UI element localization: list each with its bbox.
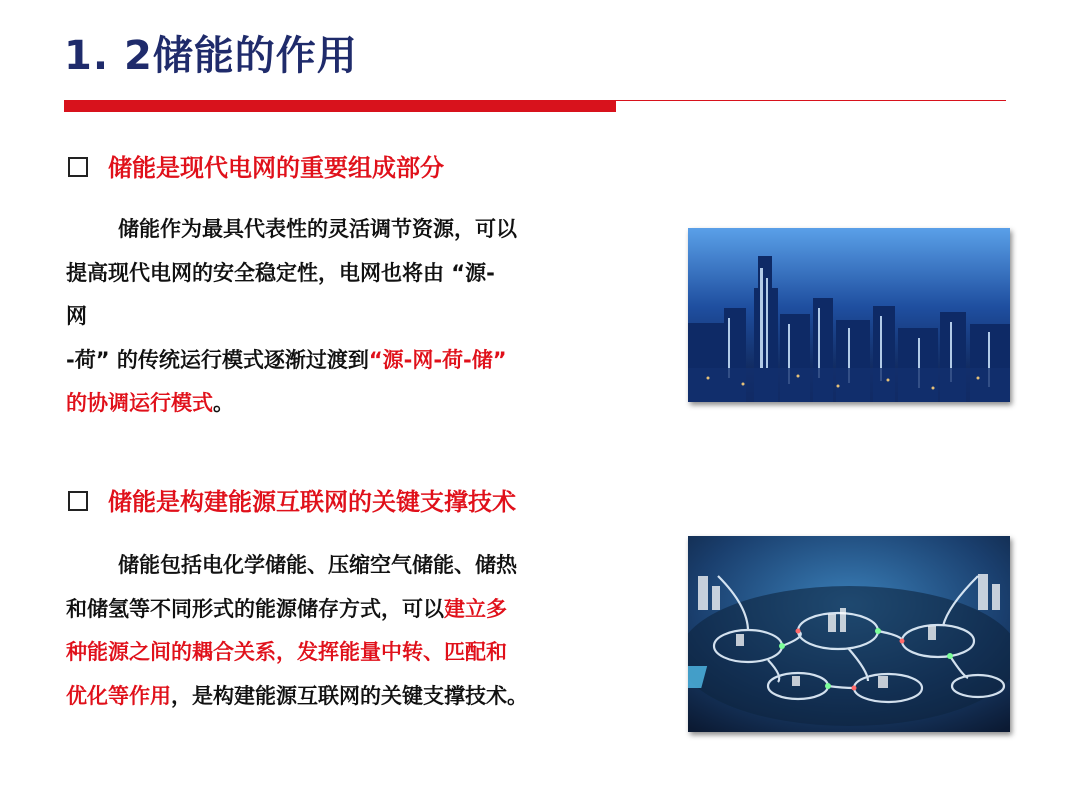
checkbox-bullet-icon [68, 157, 88, 177]
highlighted-text: 优化等作用 [66, 683, 171, 708]
body-text: ，是构建能源互联网的关键支撑技术。 [171, 683, 528, 708]
section2-paragraph [66, 544, 646, 718]
paragraph-line [66, 631, 646, 675]
highlighted-text: “源-网-荷-储” [368, 347, 507, 372]
highlighted-text: 种能源之间的耦合关系，发挥能量中转、匹配和 [66, 640, 507, 664]
paragraph-line [66, 252, 646, 296]
title-underline-thick [64, 100, 616, 112]
body-text: 提高现代电网的安全稳定性，电网也将由 “源- [66, 260, 495, 285]
title-underline-thin [616, 100, 1006, 101]
slide-title: 1. 2储能的作用 [64, 33, 358, 79]
paragraph-line [66, 675, 646, 719]
paragraph-line [66, 588, 646, 632]
section1-heading [68, 148, 444, 183]
section1-paragraph [66, 208, 646, 426]
city-night-skyline-image [688, 228, 1010, 402]
section1-heading-text: 储能是现代电网的重要组成部分 [108, 154, 444, 182]
highlighted-text: 的协调运行模式 [66, 391, 213, 415]
body-text: 网 [66, 304, 87, 328]
energy-internet-network-image [688, 536, 1010, 732]
body-text: 储能包括电化学储能、压缩空气储能、储热 [118, 553, 517, 577]
highlighted-text: 建立多 [444, 596, 507, 621]
section2-heading-text: 储能是构建能源互联网的关键支撑技术 [108, 488, 516, 516]
paragraph-line [66, 295, 646, 339]
body-text: -荷” 的传统运行模式逐渐过渡到 [66, 347, 369, 372]
paragraph-line [66, 208, 646, 252]
paragraph-line [66, 339, 646, 383]
paragraph-line [66, 382, 646, 426]
body-text: 和储氢等不同形式的能源储存方式，可以 [66, 596, 444, 621]
section2-heading [68, 482, 516, 517]
paragraph-line [66, 544, 646, 588]
checkbox-bullet-icon [68, 491, 88, 511]
body-text: 储能作为最具代表性的灵活调节资源，可以 [118, 217, 517, 241]
body-text: 。 [213, 391, 234, 415]
